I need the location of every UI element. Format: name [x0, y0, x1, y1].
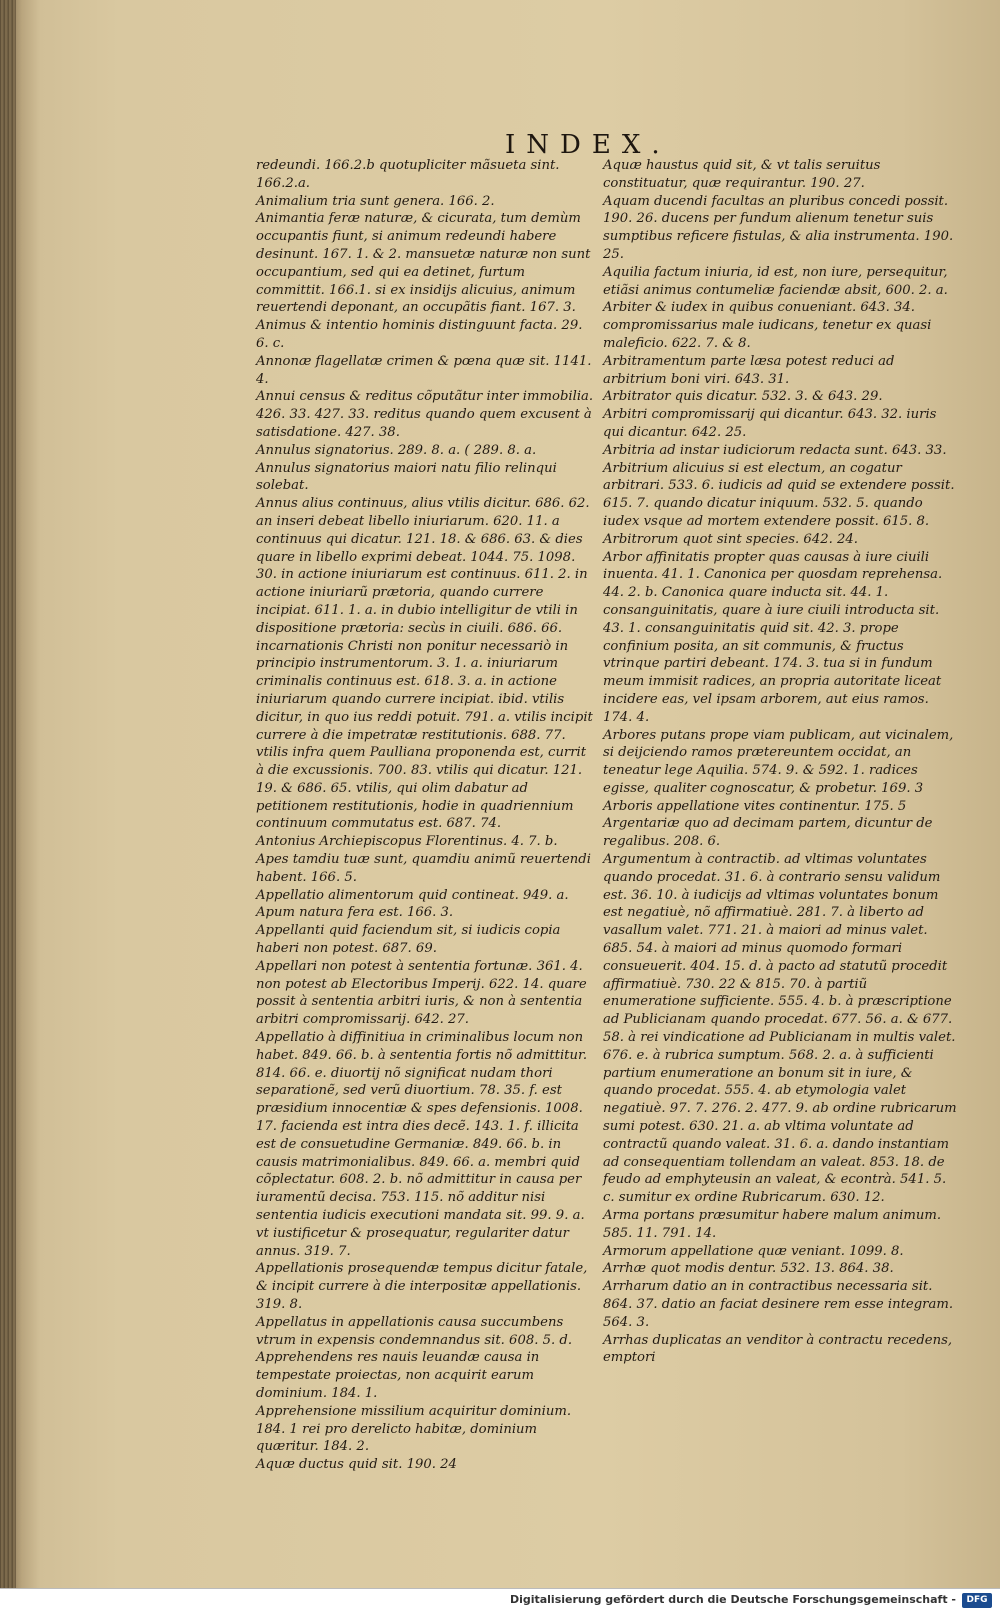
index-entry: Annus alius continuus, alius vtilis dicitur. 686. 62. an inseri debeat libello iniuriarum. 620. 11. a continuus qui dicatur. 121. 18. & 686. 63. & dies quare in libello exprimi debeat. 1044. 75. 1098. 30. in actione iniuriarum est continuus. 611. 2. in actione iniuriarũ prætoria, quando currere incipiat. 611. 1. a. in dubio intelligitur de vtili in dispositione prætoria: secùs in ciuili. 686. 66. incarnationis Christi non ponitur necessariò in principio instrumentorum. 3. 1. a. iniuriarum criminalis continuus est. 618. 3. a. in actione iniuriarum quando currere incipiat. ibid. vtilis dicitur, in quo ius reddi potuit. 791. a. vtilis incipit currere à die impetratæ restitutionis. 688. 77. vtilis infra quem Paulliana proponenda est, currit à die excussionis. 700. 83. vtilis qui dicatur. 121. 19. & 686. 65. vtilis, qui olim dabatur ad petitionem restitutionis, hodie in quadriennium continuum commutatus est. 687. 74.: [256, 496, 593, 832]
index-entry: Aquam ducendi facultas an pluribus concedi possit. 190. 26. ducens per fundum alienum tenetur suis sumptibus reficere fistulas, & alia instrumenta. 190. 25.: [603, 193, 954, 262]
index-entry: Apum natura fera est. 166. 3.: [256, 905, 454, 921]
index-entry: Antonius Archiepiscopus Florentinus. 4. 7. b.: [256, 834, 558, 850]
index-entry: Aquæ haustus quid sit, & vt talis seruitus constituatur, quæ requirantur. 190. 27.: [603, 158, 881, 191]
index-entry: Annonæ flagellatæ crimen & pœna quæ sit. 1141. 4.: [256, 353, 592, 387]
index-entry: Arbitria ad instar iudiciorum redacta sunt. 643. 33.: [603, 442, 947, 458]
index-entry: Arbitri compromissarij qui dicantur. 643. 32. iuris qui dicantur. 642. 25.: [603, 407, 937, 440]
index-entry: Argentariæ quo ad decimam partem, dicuntur de regalibus. 208. 6.: [603, 816, 933, 850]
footer-bar: [0, 1588, 1000, 1613]
index-entry: Arma portans præsumitur habere malum animum. 585. 11. 791. 14.: [603, 1208, 942, 1241]
index-entry: Arbitrator quis dicatur. 532. 3. & 643. 29.: [603, 389, 883, 405]
index-entry: Apprehendens res nauis leuandæ causa in tempestate proiectas, non acquirit earum dominium. 184. 1.: [256, 1350, 540, 1401]
index-entry: Annui census & reditus cõputãtur inter immobilia. 426. 33. 427. 33. reditus quando quem excusent à satisdatione. 427. 38.: [256, 389, 594, 440]
footer-credit: Digitalisierung gefördert durch die Deutsche Forschungsgemeinschaft -: [509, 1593, 956, 1606]
index-entry: Animantia feræ naturæ, & cicurata, tum demùm occupantis fiunt, si animum redeundi habere desinunt. 167. 1. & 2. mansuetæ naturæ non sunt occupantium, sed qui ea detinet, furtum committit. 166.1. si ex insidijs alicuius, animum reuertendi deponant, an occupãtis fiant. 167. 3.: [256, 211, 591, 316]
index-entry: Arbor affinitatis propter quas causas à iure ciuili inuenta. 41. 1. Canonica per quosdam reprehensa. 44. 2. b. Canonica quare inducta sit. 44. 1. consanguinitatis, quare à iure ciuili introducta sit. 43. 1. consanguinitatis quid sit. 42. 3. prope confinium posita, an sit communis, & fructus vtrinque partiri debeant. 174. 3. tua si in fundum meum immisit radices, an propria autoritate liceat incidere eas, vel ipsam arborem, aut eius ramos. 174. 4.: [603, 549, 943, 725]
index-entry: Apprehensione missilium acquiritur dominium. 184. 1 rei pro derelicto habitæ, dominium quæritur. 184. 2.: [256, 1403, 572, 1455]
index-entry: Appellanti quid faciendum sit, si iudicis copia haberi non potest. 687. 69.: [256, 923, 561, 957]
index-entry: Arbitrium alicuius si est electum, an cogatur arbitrari. 533. 6. iudicis ad quid se extendere possit. 615. 7. quando dicatur iniquum. 532. 5. quando iudex vsque ad mortem extendere possit. 615. 8.: [603, 460, 955, 529]
index-entry: Arbiter & iudex in quibus conueniant. 643. 34. compromissarius male iudicans, tenetur ex quasi maleficio. 622. 7. & 8.: [603, 300, 932, 351]
index-entry: Arboris appellatione vites continentur. 175. 5: [603, 798, 907, 814]
index-entry: Appellari non potest à sententia fortunæ. 361. 4. non potest ab Electoribus Imperij. 622. 14. quare possit à sententia arbitri iuris, & non à sententia arbitri compromissarij. 642. 27.: [256, 958, 587, 1028]
index-entry: Appellatio à diffinitiua in criminalibus locum non habet. 849. 66. b. à sententia fortis nõ admittitur. 814. 66. e. diuortij nõ significat nudam thori separationẽ, sed verũ diuortium. 78. 35. f. est præsidium innocentiæ & spes defensionis. 1008. 17. facienda est intra dies decẽ. 143. 1. f. illicita est de consuetudine Germaniæ. 849. 66. b. in causis matrimonialibus. 849. 66. a. membri quid cõplectatur. 608. 2. b. nõ admittitur in causa per iuramentũ decisa. 753. 115. nõ additur nisi sententia iudicis executioni mandata sit. 99. 9. a. vt iustificetur & prosequatur, regulariter datur annus. 319. 7.: [256, 1030, 588, 1259]
index-entry: Aquilia factum iniuria, id est, non iure, persequitur, etiãsi animus contumeliæ faciendæ absit, 600. 2. a.: [603, 264, 948, 298]
index-entry: Arbores putans prope viam publicam, aut vicinalem, si deijciendo ramos prætereuntem occidat, an teneatur lege Aquilia. 574. 9. & 592. 1. radices egisse, qualiter cognoscatur, & probetur. 169. 3: [603, 727, 954, 796]
index-entry: Appellationis prosequendæ tempus dicitur fatale, & incipit currere à die interpositæ appellationis. 319. 8.: [256, 1261, 588, 1312]
index-entry: Aquæ ductus quid sit. 190. 24: [256, 1457, 457, 1473]
index-entry: redeundi. 166.2.b quotupliciter mãsueta sint. 166.2.a.: [256, 158, 560, 191]
index-entry: Arbitramentum parte læsa potest reduci ad arbitrium boni viri. 643. 31.: [603, 353, 895, 387]
index-column-right: [603, 157, 959, 1367]
index-entry: Argumentum à contractib. ad vltimas voluntates quando procedat. 31. 6. à contrario sensu validum est. 36. 10. à iudicijs ad vltimas voluntates bonum est negatiuè, nõ affirmatiuè. 281. 7. à liberto ad vasallum valet. 771. 21. à maiori ad minus valet. 685. 54. à maiori ad minus quomodo formari consueuerit. 404. 15. d. à pacto ad statutũ procedit affirmatiuè. 730. 22 & 815. 70. à partiũ enumeratione sufficiente. 555. 4. b. à præscriptione ad Publicianam quando procedat. 677. 56. a. & 677. 58. à rei vindicatione ad Publicianam in multis valet. 676. e. à rubrica sumptum. 568. 2. a. à sufficienti partium enumeratione an bonum sit in iure, & quando procedat. 555. 4. ab etymologia valet negatiuè. 97. 7. 276. 2. 477. 9. ab ordine rubricarum sumi potest. 630. 21. a. ab vltima voluntate ad contractũ quando valeat. 31. 6. a. dando instantiam ad consequentiam tollendam an valeat. 853. 18. de feudo ad emphyteusin an valeat, & econtrà. 541. 5. c. sumitur ex ordine Rubricarum. 630. 12.: [603, 852, 957, 1206]
index-entry: Appellatus in appellationis causa succumbens vtrum in expensis condemnandus sit. 608. 5. d.: [256, 1314, 573, 1348]
index-entry: Armorum appellatione quæ veniant. 1099. 8.: [603, 1243, 904, 1259]
index-entry: Annulus signatorius maiori natu filio relinqui solebat.: [256, 460, 557, 494]
index-entry: Arrhas duplicatas an venditor à contractu recedens, emptori: [603, 1332, 953, 1366]
index-entry: Arrharum datio an in contractibus necessaria sit. 864. 37. datio an faciat desinere rem esse integram. 564. 3.: [603, 1279, 954, 1330]
dfg-logo: DFG: [962, 1593, 992, 1608]
index-entry: Arrhæ quot modis dentur. 532. 13. 864. 38.: [603, 1261, 894, 1277]
page-edge-shadow: [0, 0, 16, 1588]
index-column-left: [256, 157, 598, 1474]
index-entry: Annulus signatorius. 289. 8. a. ( 289. 8. a.: [256, 442, 537, 458]
index-entry: Animalium tria sunt genera. 166. 2.: [256, 193, 495, 209]
index-entry: Appellatio alimentorum quid contineat. 949. a.: [256, 887, 569, 903]
index-entry: Animus & intentio hominis distinguunt facta. 29. 6. c.: [256, 318, 583, 351]
index-entry: Apes tamdiu tuæ sunt, quamdiu animũ reuertendi habent. 166. 5.: [256, 852, 591, 885]
index-entry: Arbitrorum quot sint species. 642. 24.: [603, 531, 858, 547]
page-header: INDEX.: [505, 130, 671, 160]
